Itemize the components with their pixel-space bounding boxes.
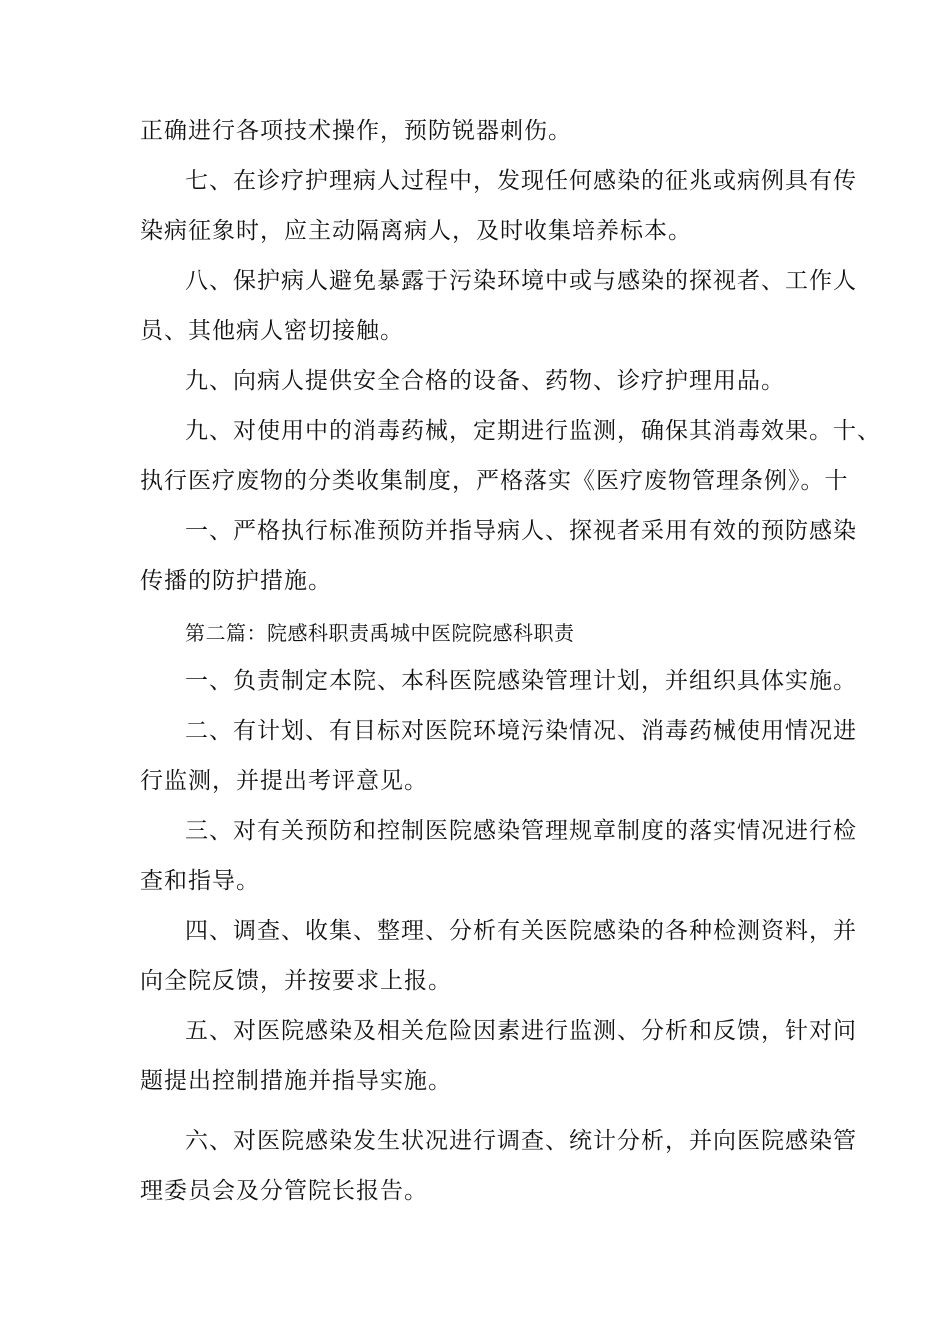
- paragraph-line: 九、对使用中的消毒药械，定期进行监测，确保其消毒效果。十、: [185, 418, 881, 444]
- paragraph-line: 五、对医院感染及相关危险因素进行监测、分析和反馈，针对问: [185, 1018, 857, 1044]
- paragraph-line: 一、负责制定本院、本科医院感染管理计划，并组织具体实施。: [185, 668, 857, 694]
- paragraph-line: 四、调查、收集、整理、分析有关医院感染的各种检测资料，并: [185, 918, 857, 944]
- paragraph-line: 七、在诊疗护理病人过程中，发现任何感染的征兆或病例具有传: [185, 168, 857, 194]
- text-line: 向全院反馈，并按要求上报。: [140, 968, 452, 994]
- paragraph-line: 六、对医院感染发生状况进行调查、统计分析，并向医院感染管: [185, 1128, 857, 1154]
- text-line: 正确进行各项技术操作，预防锐器刺伤。: [140, 118, 572, 144]
- paragraph-line: 一、严格执行标准预防并指导病人、探视者采用有效的预防感染: [185, 518, 857, 544]
- text-line: 查和指导。: [140, 868, 260, 894]
- paragraph-line: 八、保护病人避免暴露于污染环境中或与感染的探视者、工作人: [185, 268, 857, 294]
- text-line: 传播的防护措施。: [140, 568, 332, 594]
- text-line: 员、其他病人密切接触。: [140, 318, 404, 344]
- text-line: 染病征象时，应主动隔离病人，及时收集培养标本。: [140, 218, 692, 244]
- text-line: 执行医疗废物的分类收集制度，严格落实《医疗废物管理条例》。十: [140, 468, 849, 494]
- text-line: 理委员会及分管院长报告。: [140, 1178, 428, 1204]
- section-heading: 第二篇：院感科职责禹城中医院院感科职责: [185, 621, 575, 645]
- paragraph-line: 九、向病人提供安全合格的设备、药物、诊疗护理用品。: [185, 368, 785, 394]
- text-line: 行监测，并提出考评意见。: [140, 768, 428, 794]
- paragraph-line: 三、对有关预防和控制医院感染管理规章制度的落实情况进行检: [185, 818, 857, 844]
- paragraph-line: 二、有计划、有目标对医院环境污染情况、消毒药械使用情况进: [185, 718, 857, 744]
- text-line: 题提出控制措施并指导实施。: [140, 1068, 452, 1094]
